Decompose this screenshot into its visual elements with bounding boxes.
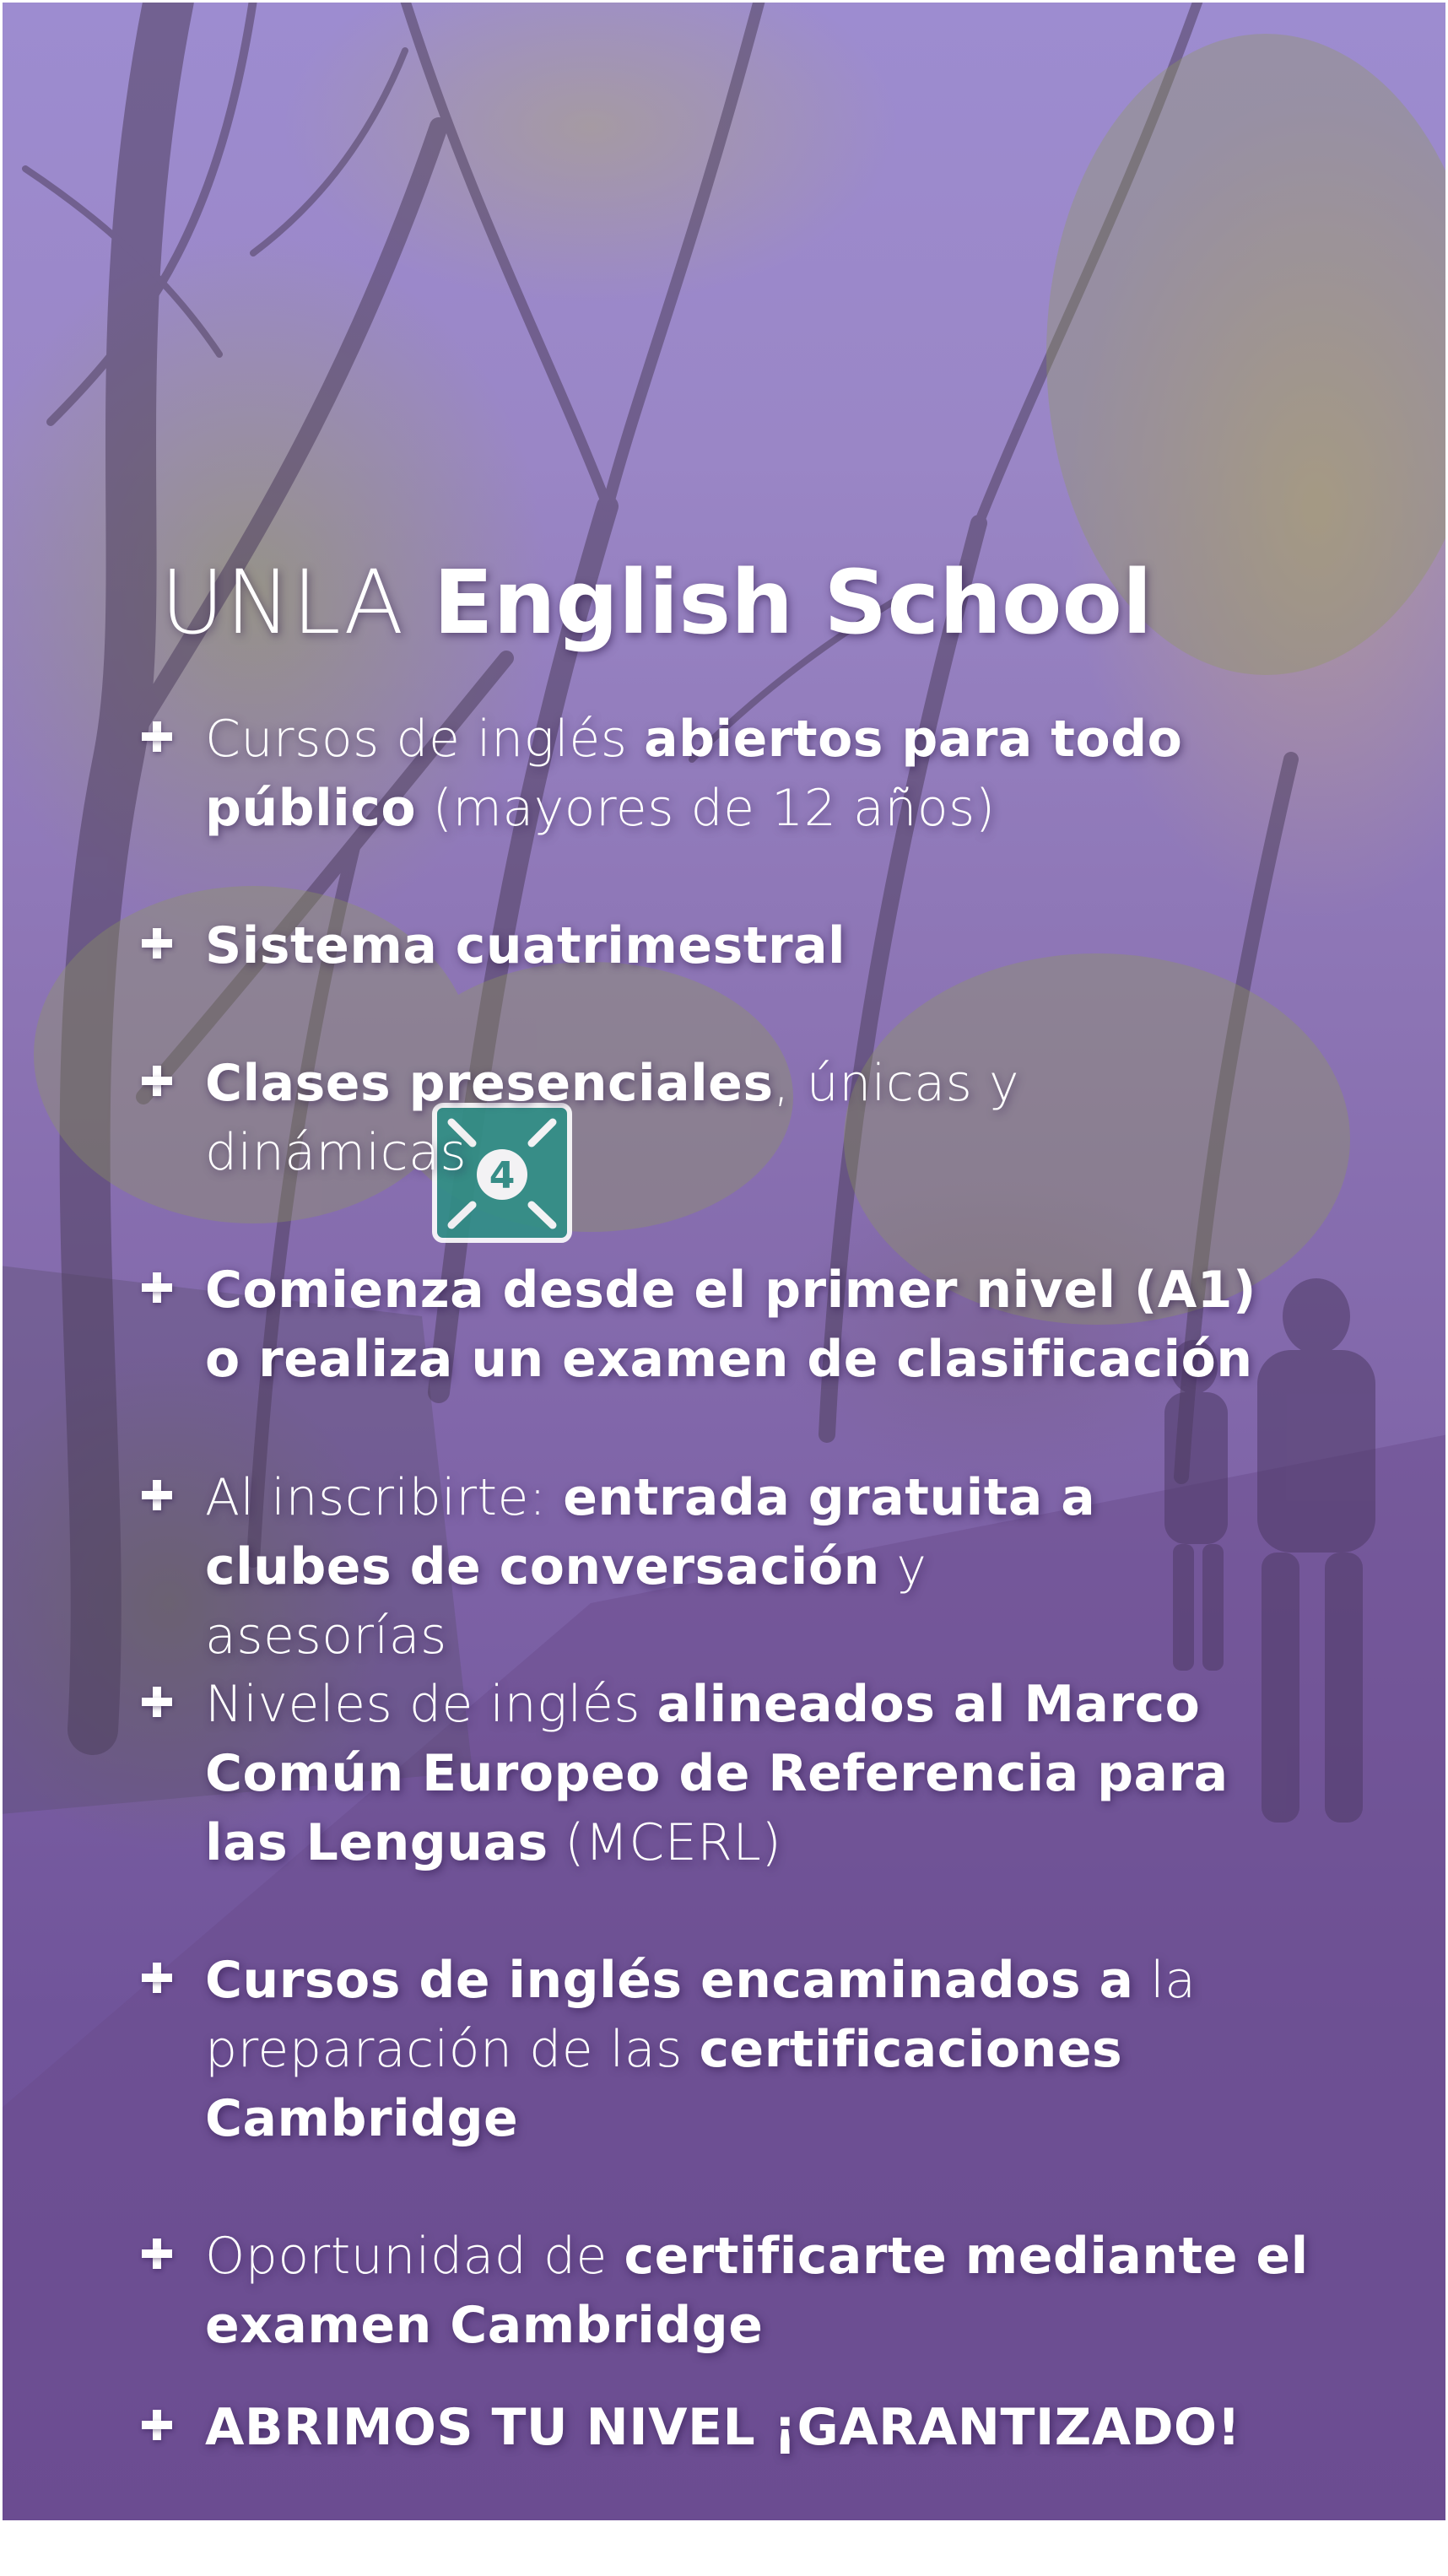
item-text	[205, 1463, 1175, 1671]
item-text-segment: Niveles de inglés	[205, 1675, 657, 1734]
list-item	[142, 911, 1357, 980]
item-text-segment: (mayores de 12 años)	[416, 779, 996, 838]
list-item	[142, 2393, 1357, 2462]
page-title	[160, 553, 1153, 654]
item-text	[205, 1256, 1302, 1394]
item-text	[205, 1946, 1285, 2153]
item-text	[205, 2222, 1336, 2360]
plus-bullet-icon	[142, 2238, 172, 2269]
plus-bullet-icon	[142, 1963, 172, 1993]
item-text-segment: certificarte mediante el examen Cambridge	[205, 2227, 1309, 2355]
item-text-segment: la preparación de las	[205, 1951, 1197, 2079]
item-text-segment: certificaciones Cambridge	[205, 2020, 1123, 2148]
item-text-segment: Al inscribirte:	[205, 1468, 564, 1527]
item-text	[205, 911, 1357, 980]
item-text-segment: Cursos de inglés encaminados a	[205, 1951, 1134, 2010]
list-item	[142, 1256, 1357, 1394]
title-bold-part: English School	[433, 551, 1153, 654]
plus-bullet-icon	[142, 721, 172, 752]
item-text-segment: Comienza desde el primer nivel (A1) o realiza un examen de clasificación	[205, 1261, 1256, 1389]
list-item	[142, 1946, 1357, 2153]
plus-bullet-icon	[142, 1687, 172, 1717]
item-text-segment: alineados al Marco Común Europeo de Referencia para las Lenguas	[205, 1675, 1229, 1872]
plus-bullet-icon	[142, 1480, 172, 1510]
item-text	[205, 705, 1357, 843]
list-item	[142, 705, 1357, 843]
item-text-segment: (MCERL)	[548, 1813, 782, 1872]
title-light-part: UNLA	[160, 551, 434, 654]
item-text-segment: entrada gratuita a clubes de conversación	[205, 1468, 1096, 1596]
plus-bullet-icon	[142, 1066, 172, 1096]
list-item	[142, 1049, 1357, 1187]
item-text-segment: y asesorías	[205, 1537, 927, 1666]
item-text-segment: Clases presenciales	[205, 1054, 774, 1113]
item-text-segment: abiertos para todo público	[205, 710, 1183, 838]
item-text-segment: Sistema cuatrimestral	[205, 916, 846, 975]
list-item	[142, 1463, 1357, 1671]
plus-bullet-icon	[142, 928, 172, 959]
item-text-segment: , únicas y dinámicas	[205, 1054, 1020, 1182]
list-item	[142, 2222, 1357, 2360]
list-item	[142, 1670, 1357, 1877]
item-text	[205, 2393, 1357, 2462]
sign-number: 4	[489, 1154, 516, 1197]
item-text-segment: Oportunidad de	[205, 2227, 624, 2286]
plus-bullet-icon	[142, 1272, 172, 1303]
plus-bullet-icon	[142, 2410, 172, 2440]
item-text	[205, 1049, 1100, 1187]
item-text	[205, 1670, 1302, 1877]
item-text-segment: ABRIMOS TU NIVEL ¡GARANTIZADO!	[205, 2398, 1241, 2457]
item-text-segment: Cursos de inglés	[205, 710, 645, 769]
